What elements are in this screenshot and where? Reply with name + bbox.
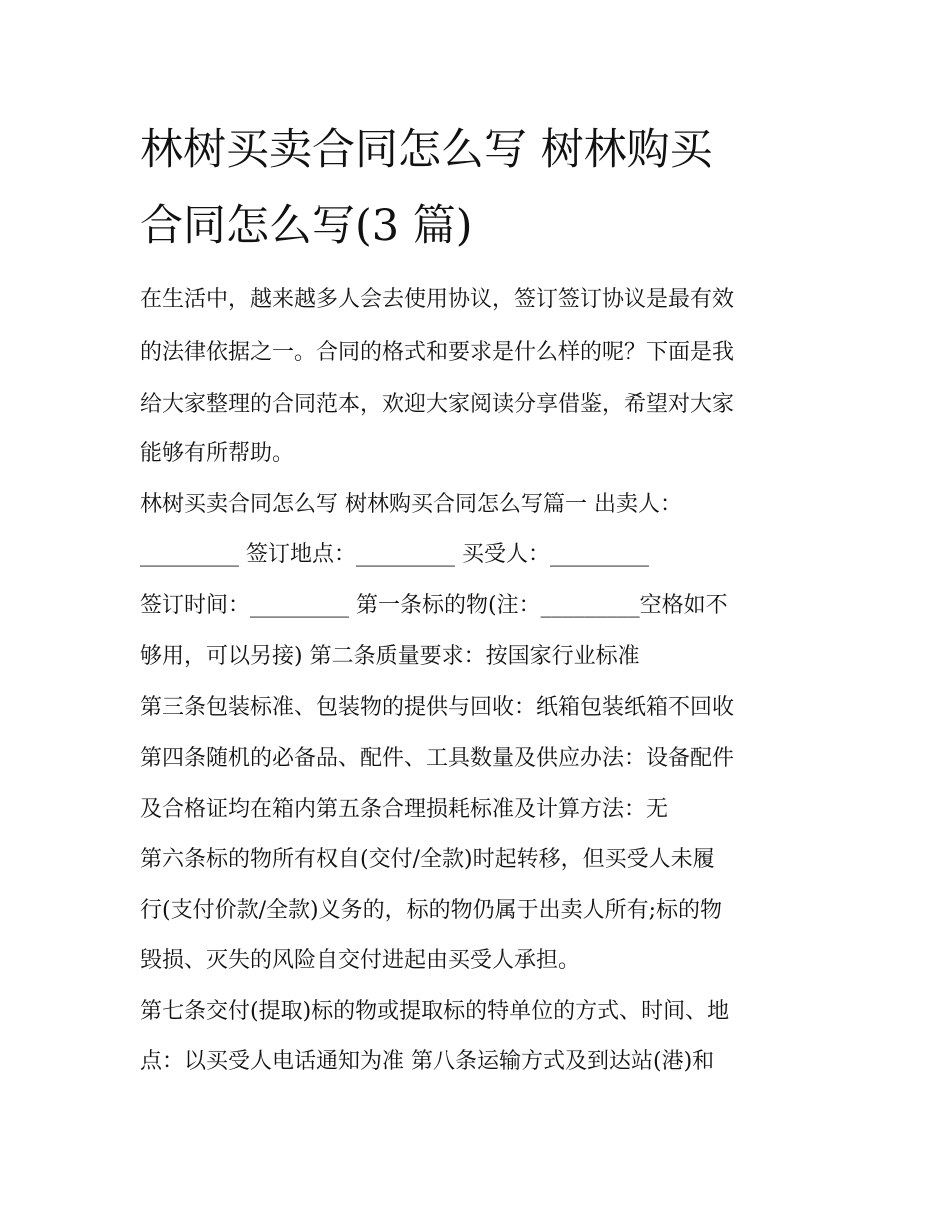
document-title: [140, 112, 840, 264]
body-line: 够用，可以另接) 第二条质量要求：按国家行业标准: [140, 644, 640, 669]
body-line: 行(支付价款/全款)义务的，标的物仍属于出卖人所有;标的物: [140, 898, 722, 923]
body-line: 及合格证均在箱内第五条合理损耗标准及计算方法：无: [140, 797, 669, 822]
title-line-2: 合同怎么写(3 篇): [140, 201, 473, 251]
body-line: 第三条包装标准、包装物的提供与回收：纸箱包装纸箱不回收: [140, 695, 735, 720]
body-line: 的法律依据之一。合同的格式和要求是什么样的呢？下面是我: [140, 340, 735, 365]
body-line: 第四条随机的必备品、配件、工具数量及供应办法：设备配件: [140, 746, 735, 771]
body-line: 签订时间：_________ 第一条标的物(注：_________空格如不: [140, 593, 728, 618]
body-line: 毁损、灭失的风险自交付进起由买受人承担。: [140, 948, 581, 973]
body-line: 点：以买受人电话通知为准 第八条运输方式及到达站(港)和: [140, 1049, 715, 1074]
body-line: 在生活中，越来越多人会去使用协议，签订签订协议是最有效: [140, 287, 735, 312]
body-line: 能够有所帮助。: [140, 441, 295, 466]
body-line: 第六条标的物所有权自(交付/全款)时起转移，但买受人未履: [140, 847, 715, 872]
body-line: 给大家整理的合同范本，欢迎大家阅读分享借鉴，希望对大家: [140, 392, 735, 417]
title-line-1: 林树买卖合同怎么写 树林购买: [140, 125, 713, 175]
body-line: 第七条交付(提取)标的物或提取标的特单位的方式、时间、地: [140, 999, 730, 1024]
body-line: _________ 签订地点：_________ 买受人：_________: [140, 542, 649, 567]
body-line: 林树买卖合同怎么写 树林购买合同怎么写篇一 出卖人：: [140, 492, 682, 517]
